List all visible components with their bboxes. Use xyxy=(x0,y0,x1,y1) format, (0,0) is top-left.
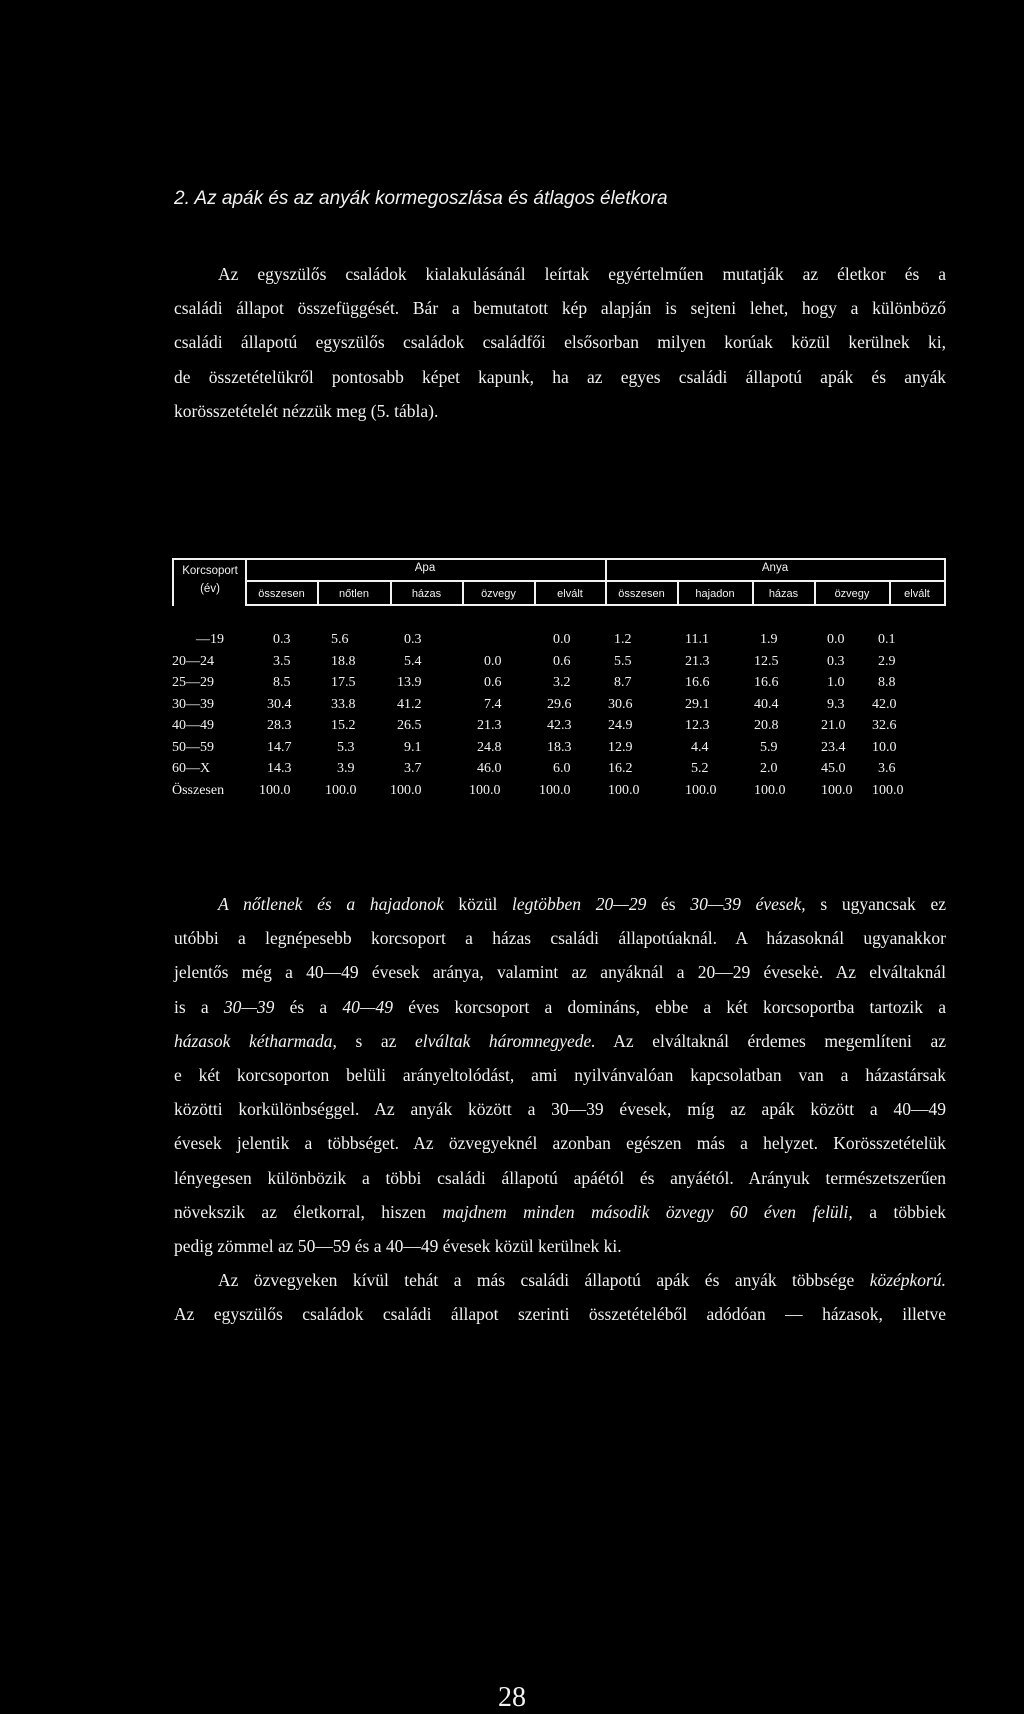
table-cell: 100.0 xyxy=(754,782,786,798)
intro-line: Az egyszülős családok kialakulásánál leírtak egyértelműen mutatják az életkor és a xyxy=(218,264,946,284)
column-header: elvált xyxy=(904,588,930,600)
text-run: Az özvegyeken kívül tehát a más családi állapotú apák és anyák többsége xyxy=(218,1270,870,1291)
table-cell: 100.0 xyxy=(325,782,357,798)
table-cell: 0.0 xyxy=(553,632,571,647)
table-cell: 24.8 xyxy=(477,739,502,755)
table-cell: 23.4 xyxy=(821,739,846,755)
table-cell: 29.6 xyxy=(547,696,572,712)
body-line: Az egyszülős családok családi állapot szerinti összetételéből adódóan — házasok, illetve xyxy=(174,1304,946,1325)
table-cell: 5.9 xyxy=(760,739,778,755)
text-run: s az xyxy=(336,1030,415,1051)
intro-line: családi állapot összefüggését. Bár a bemutatott kép alapján is sejteni lehet, hogy a különböző xyxy=(174,298,946,319)
table-cell: 8.5 xyxy=(273,675,291,690)
body-line xyxy=(174,887,946,921)
table-cell: 20.8 xyxy=(754,718,779,733)
group-label-anya: Anya xyxy=(761,562,789,574)
body-line xyxy=(174,1195,946,1229)
text-run: éves korcsoport a domináns, ebbe a két korcsoportba tartozik a xyxy=(392,996,946,1017)
intro-paragraph xyxy=(174,257,946,428)
row-label: 50—59 xyxy=(172,739,214,755)
body-paragraph xyxy=(174,887,946,1332)
group-label-apa: Apa xyxy=(414,562,436,574)
emphasis: 30—39 xyxy=(223,996,275,1017)
table-cell: 9.1 xyxy=(404,739,422,755)
table-cell: 7.4 xyxy=(484,696,502,712)
table-header xyxy=(172,558,946,606)
text-run: a többiek xyxy=(852,1201,946,1222)
table-cell: 0.3 xyxy=(273,632,291,647)
table-cell: 21.3 xyxy=(477,718,502,733)
body-line: jelentős még a 40—49 évesek aránya, valamint az anyáknál a 20—29 évesekė. Az elváltaknál xyxy=(174,962,946,983)
table-cell: 13.9 xyxy=(397,675,422,690)
table-cell: 28.3 xyxy=(267,718,292,733)
body-line: pedig zömmel az 50—59 és a 40—49 évesek közül kerülnek ki. xyxy=(174,1236,622,1257)
column-header: házas xyxy=(768,588,799,600)
table-row xyxy=(172,718,952,740)
table-cell: 11.1 xyxy=(685,632,709,647)
table-cell: 100.0 xyxy=(390,782,422,798)
table-cell: 12.9 xyxy=(608,739,633,755)
table-cell: 1.0 xyxy=(827,675,845,690)
table-cell: 18.3 xyxy=(547,739,572,755)
table-cell: 8.7 xyxy=(614,675,632,690)
row-label: 30—39 xyxy=(172,696,214,712)
table-cell: 9.3 xyxy=(827,696,845,712)
column-header: összesen xyxy=(618,588,665,600)
corner-label: Korcsoport xyxy=(182,565,238,577)
text-run: is a xyxy=(174,996,224,1017)
emphasis: A nőtlenek és a hajadonok xyxy=(218,894,444,914)
column-header: hajadon xyxy=(695,588,735,600)
table-cell: 100.0 xyxy=(685,782,717,798)
table-cell: 100.0 xyxy=(539,782,571,798)
body-line: közötti korkülönbséggel. Az anyák között a 30—39 évesek, míg az apák között a 40—49 xyxy=(174,1099,946,1120)
intro-line: korösszetételét nézzük meg (5. tábla). xyxy=(174,400,439,421)
row-label: 20—24 xyxy=(172,653,214,669)
column-header: házas xyxy=(411,588,442,600)
column-header: elvált xyxy=(557,588,583,600)
table-row xyxy=(172,740,952,762)
emphasis: majdnem minden második özvegy 60 éven felüli, xyxy=(442,1201,853,1222)
table-cell: 1.2 xyxy=(614,632,632,647)
table-cell: 4.4 xyxy=(691,739,709,755)
intro-line: családi állapotú egyszülős családok családfői elsősorban milyen korúak közül kerülnek ki, xyxy=(174,332,946,353)
table-cell: 3.7 xyxy=(404,761,422,776)
table-cell: 3.5 xyxy=(273,653,291,669)
table-cell: 100.0 xyxy=(821,782,853,798)
table-cell: 5.4 xyxy=(404,653,422,669)
text-run: növekszik az életkorral, hiszen xyxy=(174,1201,443,1222)
row-label: 40—49 xyxy=(172,718,214,733)
table-cell: 14.3 xyxy=(267,761,292,776)
body-line: évesek jelentik a többséget. Az özvegyeknél azonban egészen más a helyzet. Korösszetételük xyxy=(174,1133,946,1154)
table-cell: 3.2 xyxy=(553,675,571,690)
table-row xyxy=(172,654,952,676)
row-label: —19 xyxy=(196,632,224,647)
table-cell: 12.5 xyxy=(754,653,779,669)
table-cell: 26.5 xyxy=(397,718,422,733)
table-cell: 40.4 xyxy=(754,696,779,712)
intro-line: de összetételükről pontosabb képet kapunk, ha az egyes családi állapotú apák és anyák xyxy=(174,366,946,387)
table-cell: 21.0 xyxy=(821,718,846,733)
emphasis: középkorú. xyxy=(869,1270,946,1291)
table-cell: 15.2 xyxy=(331,718,356,733)
table-cell: 10.0 xyxy=(872,739,897,755)
table-row xyxy=(172,761,952,783)
table-cell: 100.0 xyxy=(608,782,640,798)
emphasis: legtöbben 20—29 xyxy=(512,894,647,914)
column-header: összesen xyxy=(258,588,305,600)
table-cell: 29.1 xyxy=(685,696,710,712)
table-cell: 5.6 xyxy=(331,632,349,647)
text-run: közül xyxy=(443,894,513,914)
column-header: özvegy xyxy=(834,588,870,600)
table-cell: 0.1 xyxy=(878,632,896,647)
table-cell: 30.6 xyxy=(608,696,633,712)
body-line xyxy=(174,990,946,1024)
table-cell: 16.6 xyxy=(754,675,779,690)
table-cell: 2.0 xyxy=(760,761,778,776)
body-line: lényegesen különbözik a többi családi állapotú apáétól és anyáétól. Arányuk természetszerűen xyxy=(174,1167,946,1188)
emphasis: 30—39 évesek, xyxy=(690,894,806,914)
table-cell: 42.0 xyxy=(872,696,897,712)
row-label: 60—X xyxy=(172,761,211,776)
table-cell: 46.0 xyxy=(477,761,502,776)
column-header: nőtlen xyxy=(339,588,369,600)
table-cell: 0.3 xyxy=(827,653,845,669)
table-cell: 1.9 xyxy=(760,632,778,647)
table-cell: 32.6 xyxy=(872,718,897,733)
table-cell: 5.3 xyxy=(337,739,355,755)
table-cell: 16.6 xyxy=(685,675,710,690)
table-cell: 100.0 xyxy=(259,782,291,798)
table-cell: 42.3 xyxy=(547,718,572,733)
table-cell: 100.0 xyxy=(872,782,904,798)
table-cell: 17.5 xyxy=(331,675,356,690)
body-line: utóbbi a legnépesebb korcsoport a házas családi állapotúaknál. A házasoknál ugyanakkor xyxy=(174,928,946,949)
body-line xyxy=(174,1024,946,1058)
table-cell: 0.0 xyxy=(484,653,502,669)
table-cell: 0.6 xyxy=(484,675,502,690)
row-label: 25—29 xyxy=(172,675,214,690)
table-cell: 21.3 xyxy=(685,653,710,669)
table-row xyxy=(172,675,952,697)
column-header: özvegy xyxy=(481,588,516,600)
text-run: Az elváltaknál érdemes megemlíteni az xyxy=(595,1030,946,1051)
table-cell: 33.8 xyxy=(331,696,356,712)
table-cell: 6.0 xyxy=(553,761,571,776)
table-cell: 100.0 xyxy=(469,782,501,798)
emphasis: 40—49 xyxy=(342,996,393,1017)
table-cell: 2.9 xyxy=(878,653,896,669)
table-cell: 0.0 xyxy=(827,632,845,647)
text-run: és a xyxy=(274,996,343,1017)
table-cell: 5.5 xyxy=(614,653,632,669)
emphasis: házasok kétharmada, xyxy=(174,1030,337,1051)
table-cell: 41.2 xyxy=(397,696,422,712)
table-row xyxy=(172,697,952,719)
table-cell: 0.3 xyxy=(404,632,422,647)
table-cell: 45.0 xyxy=(821,761,846,776)
data-table xyxy=(172,632,952,804)
text-run: s ugyancsak ez xyxy=(805,894,946,914)
table-cell: 3.6 xyxy=(878,761,896,776)
table-cell: 8.8 xyxy=(878,675,896,690)
table-cell: 24.9 xyxy=(608,718,633,733)
table-row xyxy=(172,783,952,805)
table-cell: 3.9 xyxy=(337,761,355,776)
body-line xyxy=(174,1263,946,1297)
text-run: és xyxy=(646,894,691,914)
table-cell: 30.4 xyxy=(267,696,292,712)
row-label: Összesen xyxy=(172,782,225,798)
page-number: 28 xyxy=(498,1682,526,1713)
table-cell: 12.3 xyxy=(685,718,710,733)
emphasis: elváltak háromnegyede. xyxy=(414,1030,596,1051)
table-cell: 16.2 xyxy=(608,761,633,776)
table-cell: 14.7 xyxy=(267,739,292,755)
table-cell: 18.8 xyxy=(331,653,356,669)
section-heading: 2. Az apák és az anyák kormegoszlása és átlagos életkora xyxy=(174,188,668,209)
body-line: e két korcsoporton belüli arányeltolódást, ami nyilvánvalóan kapcsolatban van a házastársak xyxy=(174,1065,946,1086)
table-cell: 5.2 xyxy=(691,761,709,776)
table-cell: 0.6 xyxy=(553,653,571,669)
table-row xyxy=(172,632,952,654)
corner-label-unit: (év) xyxy=(200,583,220,595)
